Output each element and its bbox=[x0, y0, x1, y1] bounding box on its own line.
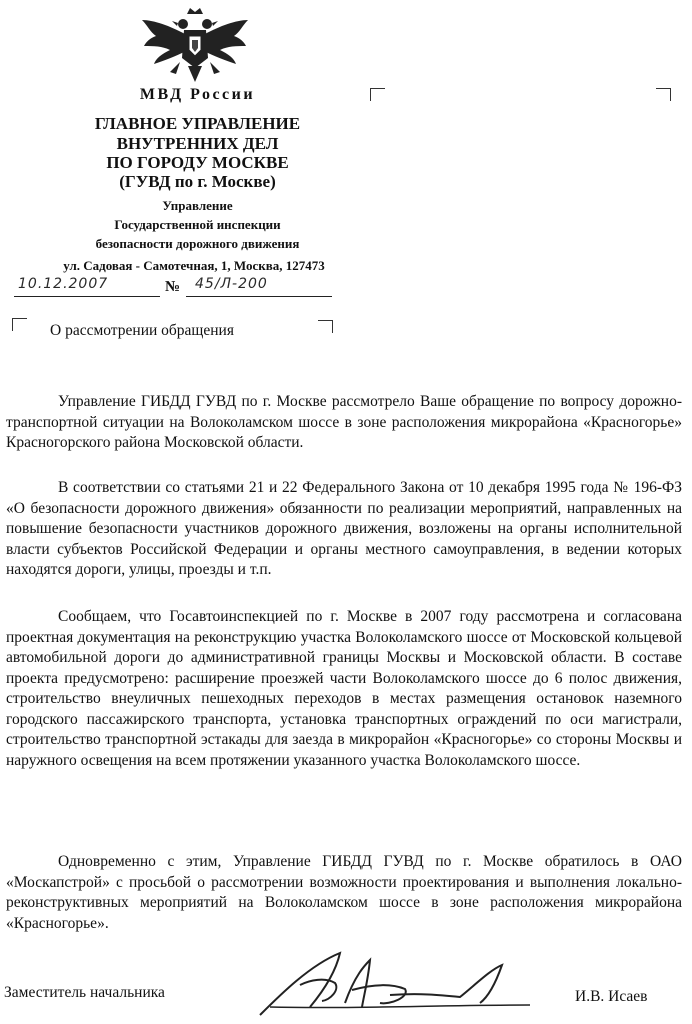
unit-line-2: Государственной инспекции bbox=[114, 217, 281, 232]
paragraph-4: Одновременно с этим, Управление ГИБДД ГУВД по г. Москве обратилось в ОАО «Москапстрой» с просьбой о рассмотрении возможности проектирования и выполнения локально-реконструктивных мероприятий на Волоколамском шоссе в зоне расположения микрорайона «Красногорье». bbox=[6, 853, 682, 932]
letter-number: 45/Л-200 bbox=[195, 276, 268, 292]
letter-date: 10.12.2007 bbox=[18, 276, 109, 292]
paragraph-3: Сообщаем, что Госавтоинспекцией по г. Москве в 2007 году рассмотрена и согласована проектная документация на реконструкцию участка Волоколамского шоссе от Московской кольцевой автомобильной дороги до административной границы Москвы и Московской области. В составе проекта предусмотрено: расширение проезжей части Волоколамского шоссе до 6 полос движения, строительство внеуличных пешеходных переходов в местах размещения остановок наземного городского пассажирского транспорта, установка транспортных ограждений по оси магистрали, строительство транспортной эстакады для заезда в микрорайон «Красногорье» со стороны Москвы и наружного освещения на всем протяжении указанного участка Волоколамского шоссе. bbox=[6, 608, 682, 769]
handwritten-signature bbox=[240, 945, 540, 1020]
eagle-emblem bbox=[140, 6, 250, 88]
department-line-1: ГЛАВНОЕ УПРАВЛЕНИЕ bbox=[94, 114, 301, 133]
paragraph-2: В соответствии со статьями 21 и 22 Федерального Закона от 10 декабря 1995 года № 196-ФЗ «О безопасности дорожного движения» обязанности по реализации мероприятий, направленных на повышение безопасности участников дорожного движения, возложены на органы исполнительной власти субъектов Российской Федерации и органы местного самоуправления, в ведении которых находятся дороги, улицы, проезды и т.п. bbox=[6, 479, 682, 578]
number-underline bbox=[186, 296, 332, 297]
address-corner-left bbox=[370, 88, 385, 101]
address: ул. Садовая - Самотечная, 1, Москва, 127473 bbox=[63, 258, 325, 273]
ministry-name: МВД России bbox=[139, 86, 256, 103]
paragraph-1: Управление ГИБДД ГУВД по г. Москве рассмотрело Ваше обращение по вопросу дорожно-транспортной ситуации на Волоколамском шоссе в зоне расположения микрорайона «Красногорье» Красногорского района Московской области. bbox=[6, 393, 682, 451]
subject-corner-right bbox=[318, 320, 333, 333]
signatory-name: И.В. Исаев bbox=[575, 988, 648, 1005]
subject-line: О рассмотрении обращения bbox=[50, 322, 234, 339]
subject-corner-left bbox=[12, 318, 27, 331]
number-label: № bbox=[165, 279, 181, 295]
department-line-2: ВНУТРЕННИХ ДЕЛ bbox=[116, 134, 279, 153]
date-underline bbox=[14, 296, 160, 297]
department-line-4: (ГУВД по г. Москве) bbox=[119, 172, 276, 191]
signatory-position: Заместитель начальника bbox=[4, 984, 165, 1001]
unit-line-1: Управление bbox=[162, 198, 233, 213]
department-line-3: ПО ГОРОДУ МОСКВЕ bbox=[106, 153, 289, 172]
address-corner-right bbox=[656, 88, 671, 101]
unit-line-3: безопасности дорожного движения bbox=[95, 236, 300, 251]
